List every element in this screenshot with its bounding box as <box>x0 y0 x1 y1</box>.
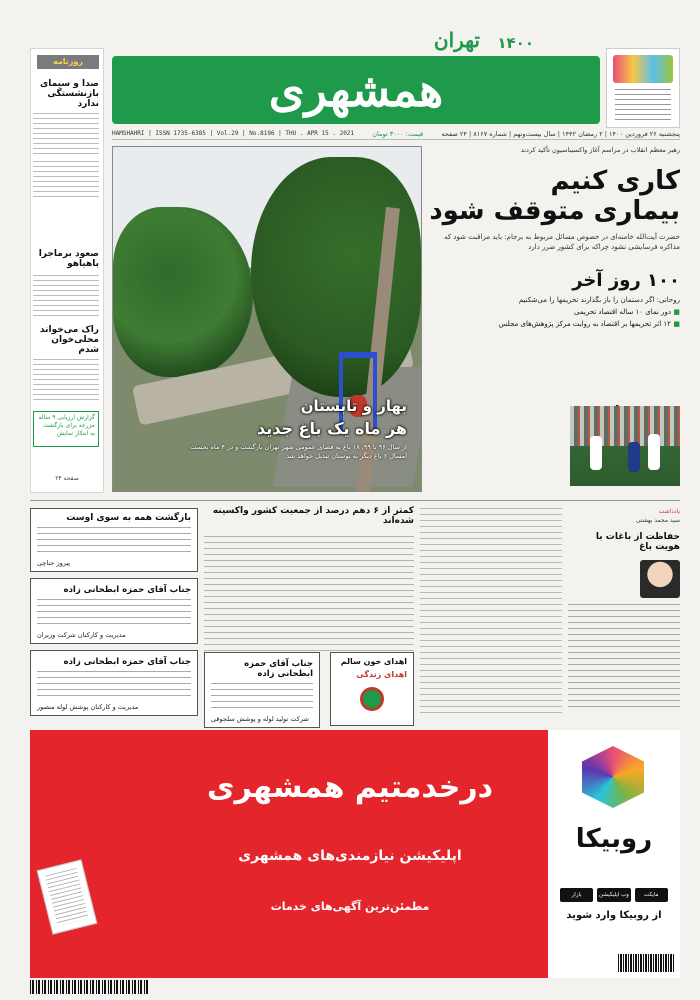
donation-line-2-text: اهدای زندگی <box>356 670 407 679</box>
masthead <box>112 18 600 126</box>
notice-1-sign: پیروز حناچی <box>37 559 71 567</box>
ad-store-badges <box>560 888 668 902</box>
ad-brand-panel <box>548 730 680 978</box>
bullet-2-text: ۱۲ اثر تحریمها بر اقتصاد به روایت مرکز پژوهش‌های مجلس <box>498 320 671 328</box>
sidebar-headline-2[interactable]: صعود برماجرا باهیاهو <box>38 249 99 269</box>
sport-story <box>428 398 680 492</box>
sidebar-green-box[interactable] <box>33 411 99 447</box>
barcode-icon <box>618 954 674 972</box>
store-badge-2[interactable]: وب اپلیکیشن <box>597 888 630 902</box>
vaccine-body <box>204 536 414 654</box>
author-portrait <box>640 560 680 598</box>
photo-caption-body: از سال ۹۶ تا ۹۹، ۱۸ باغ به فضای عمومی شهر تهران بازگشت و در ۴ ماه نخست امسال ۶ باغ دیگر به بوستان تبدیل خواهد شد <box>190 443 407 460</box>
lead-body: حضرت آیت‌الله خامنه‌ای در خصوص مسائل مربوط به برجام: باید مراقبت شود که مذاکره فرسایشی نشود چراکه برای کشور ضرر دارد <box>444 233 680 251</box>
photo-swing-bar <box>341 352 377 358</box>
donation-line-2 <box>331 666 413 679</box>
sidebar-badge: روزنامه <box>37 55 99 69</box>
green-box-text: گزارش ارزیابی ۹ ساله مزرعه برای بازگشت به ابتکار نمایش <box>38 414 95 437</box>
edition-thumbnail <box>606 48 680 128</box>
notice-3 <box>30 650 198 716</box>
column-body <box>568 604 680 708</box>
sport-player-1 <box>590 436 602 470</box>
second-bullet-2: ■ ۱۲ اثر تحریمها بر اقتصاد به روایت مرکز پژوهش‌های مجلس <box>498 320 680 328</box>
lead-story <box>428 146 680 329</box>
photo-caption-title: هر ماه یک باغ جدید <box>256 419 407 438</box>
donation-logo <box>360 687 384 711</box>
column-headline[interactable]: حفاظت از باغات با هویت باغ <box>595 532 680 552</box>
donation-line-1: اهدای خون سالم <box>340 657 407 666</box>
notice-1 <box>30 508 198 572</box>
ad-brand-name: روبیکا <box>575 824 653 854</box>
ad-cta[interactable]: از روبیکا وارد شوید <box>566 910 662 921</box>
sidebar-body-2 <box>33 275 99 319</box>
rubika-logo-icon <box>582 746 644 808</box>
section-divider <box>30 500 680 501</box>
sidebar-headline-1[interactable]: صدا و سیمای بازنشستگی ندارد <box>39 79 99 109</box>
dateline-en: HAMSHAHRI | ISSN 1735-6385 | Vol.29 | No.8196 | THU . APR 15 . 2021 <box>112 130 355 137</box>
sport-player-3 <box>648 434 660 470</box>
sport-photo[interactable] <box>570 406 680 486</box>
store-badge-1[interactable]: مایکت <box>635 888 668 902</box>
notice-1-body <box>37 527 191 557</box>
second-bullet-1: ■ دور نمای ۱۰ ساله اقتصاد تحریمی <box>574 308 680 316</box>
ad-subheadline: اپلیکیشن نیازمندی‌های همشهری <box>238 848 462 864</box>
notices <box>30 508 198 722</box>
notice-2-title: جناب آقای حمزه ابطحانی زاده <box>63 585 191 595</box>
lead-kicker: رهبر معظم انقلاب در مراسم آغاز واکسیناسیون تأکید کردند <box>520 146 680 154</box>
dateline-price: قیمت: ۳۰۰۰ تومان <box>372 129 424 138</box>
masthead-tehran: تهران <box>433 28 480 52</box>
rubika-ad[interactable] <box>30 730 680 978</box>
notice-3-sign: مدیریت و کارکنان پوشش لوله منصور <box>37 703 139 711</box>
second-headline[interactable]: ۱۰۰ روز آخر <box>572 270 680 291</box>
notice-4 <box>204 652 320 728</box>
newspaper-logo: همشهری <box>112 56 600 124</box>
column-text-block <box>420 508 562 718</box>
dateline-fa: پنجشنبه ۲۶ فروردین ۱۴۰۰ | ۲ رمضان ۱۴۴۲ | سال بیست‌ونهم | شماره ۸۱۶۷ | ۲۴ صفحه <box>441 129 680 138</box>
notice-3-body <box>37 671 191 701</box>
store-badge-3[interactable]: بازار <box>560 888 593 902</box>
notice-4-sign: شرکت تولید لوله و پوشش سلجوقی <box>211 715 309 723</box>
thumbnail-text <box>615 89 671 121</box>
notice-2-sign: مدیریت و کارکنان شرکت وزیران <box>37 631 126 639</box>
sidebar-body-3 <box>33 359 99 403</box>
second-lead: روحانی: اگر دستمان را باز بگذارند تحریمها را می‌شکنیم <box>518 296 680 304</box>
vaccine-headline[interactable]: کمتر از ۶ دهم درصد از جمعیت کشور واکسینه شده‌اند <box>212 506 414 526</box>
lead-headline-2[interactable]: بیماری متوقف شود <box>429 196 680 226</box>
column-kicker: یادداشت <box>658 508 680 515</box>
ad-newspaper-image <box>37 859 98 934</box>
left-sidebar <box>30 48 104 493</box>
notice-1-title: بازگشت همه به سوی اوست <box>66 513 191 523</box>
sport-photo-crowd <box>570 406 680 446</box>
photo-caption-kicker: بهار و تابستان <box>300 397 407 415</box>
lead-headline-1[interactable]: کاری کنیم <box>550 166 680 196</box>
notice-mid <box>204 652 320 734</box>
column-note <box>568 508 680 708</box>
sidebar-footer: صفحه ۲۴ <box>55 475 79 482</box>
column-byline: سید محمد بهشتی <box>635 517 680 524</box>
notice-4-title: جناب آقای حمزه ابطحانی زاده <box>244 659 313 679</box>
issue-barcode-icon <box>30 980 150 994</box>
notice-2 <box>30 578 198 644</box>
blood-donation-box <box>330 652 414 726</box>
bullet-1-text: دور نمای ۱۰ ساله اقتصاد تحریمی <box>574 308 671 316</box>
dateline <box>112 128 680 140</box>
ad-tagline: مطمئن‌ترین آگهی‌های خدمات <box>270 900 430 913</box>
masthead-year: ۱۴۰۰ <box>497 34 534 52</box>
sidebar-body-1b <box>33 161 99 201</box>
sidebar-headline-3[interactable]: راک می‌خواند محلی‌خوان شدم <box>39 325 99 355</box>
notice-4-body <box>211 683 313 713</box>
thumbnail-banner <box>613 55 673 83</box>
notice-3-title: جناب آقای حمزه ابطحانی زاده <box>63 657 191 667</box>
notice-2-body <box>37 599 191 629</box>
photo-trees-left <box>113 207 253 377</box>
vaccine-story <box>204 506 414 654</box>
sidebar-body-1 <box>33 113 99 157</box>
ad-headline: درخدمتیم همشهری <box>206 770 494 805</box>
main-photo[interactable] <box>112 146 422 492</box>
sport-player-2 <box>628 442 640 472</box>
